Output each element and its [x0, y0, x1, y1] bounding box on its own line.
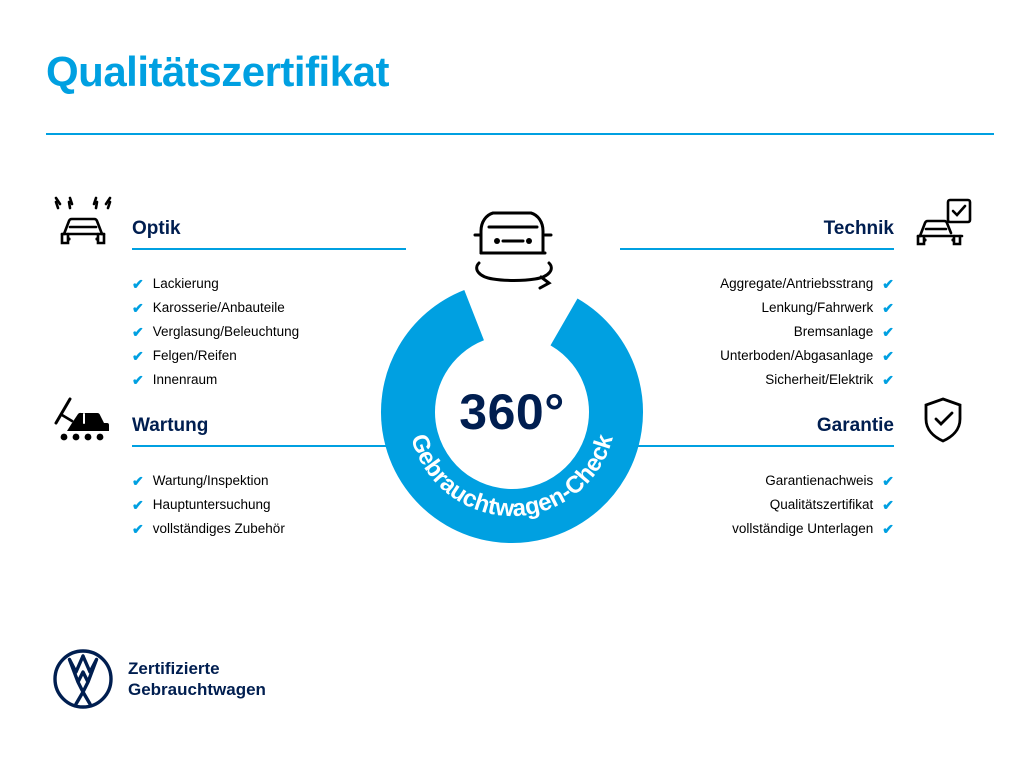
- section-technik-title: Technik: [823, 218, 894, 239]
- check-icon: ✔: [132, 348, 144, 364]
- list-item-label: Garantienachweis: [765, 473, 874, 488]
- check-icon: ✔: [882, 324, 894, 340]
- list-item: [132, 344, 406, 368]
- section-garantie-header: [620, 405, 980, 451]
- section-technik-divider: [620, 248, 894, 250]
- car-wash-icon: [50, 196, 116, 252]
- list-item-label: Hauptuntersuchung: [152, 497, 271, 512]
- list-item-label: Aggregate/Antriebsstrang: [720, 276, 874, 291]
- list-item: [132, 469, 406, 493]
- section-technik: [620, 208, 980, 392]
- section-garantie-list: [620, 469, 980, 541]
- list-item-label: Sicherheit/Elektrik: [765, 372, 874, 387]
- car-lift-icon: [50, 393, 116, 449]
- list-item-label: Qualitätszertifikat: [769, 497, 874, 512]
- list-item: [132, 272, 406, 296]
- check-icon: ✔: [882, 473, 894, 489]
- check-icon: ✔: [132, 497, 144, 513]
- list-item-label: Lackierung: [152, 276, 219, 291]
- list-item: [620, 493, 894, 517]
- car-check-icon: [910, 196, 976, 252]
- list-item-label: Innenraum: [152, 372, 218, 387]
- shield-check-icon: [910, 393, 976, 449]
- list-item: [620, 517, 894, 541]
- list-item: [620, 344, 894, 368]
- list-item: [132, 320, 406, 344]
- check-icon: ✔: [882, 276, 894, 292]
- list-item-label: Karosserie/Anbauteile: [152, 300, 285, 315]
- section-optik-list: [46, 272, 406, 392]
- list-item-label: Felgen/Reifen: [152, 348, 237, 363]
- section-technik-header: [620, 208, 980, 254]
- check-icon: ✔: [882, 300, 894, 316]
- footer-logo-block: [52, 648, 266, 710]
- section-garantie: [620, 405, 980, 541]
- section-garantie-title: Garantie: [816, 415, 894, 436]
- list-item-label: Verglasung/Beleuchtung: [152, 324, 300, 339]
- section-wartung-list: [46, 469, 406, 541]
- section-wartung-title: Wartung: [132, 415, 209, 436]
- footer-text: [128, 658, 266, 700]
- check-icon: ✔: [132, 473, 144, 489]
- check-icon: ✔: [132, 276, 144, 292]
- check-icon: ✔: [882, 497, 894, 513]
- arc-label: Gebrauchtwagen-Check: [405, 430, 619, 523]
- page-title: Qualitätszertifikat: [46, 48, 389, 95]
- list-item: [132, 493, 406, 517]
- section-garantie-divider: [620, 445, 894, 447]
- list-item: [132, 296, 406, 320]
- footer-line-2: Gebrauchtwagen: [128, 680, 266, 699]
- section-wartung-divider: [132, 445, 406, 447]
- vw-logo: [52, 648, 114, 710]
- title-divider: [46, 133, 994, 135]
- list-item: [620, 320, 894, 344]
- list-item: [620, 272, 894, 296]
- list-item-label: Unterboden/Abgasanlage: [720, 348, 874, 363]
- section-wartung-header: [46, 405, 406, 451]
- section-optik: [46, 208, 406, 392]
- list-item: [620, 368, 894, 392]
- list-item: [620, 469, 894, 493]
- list-item-label: vollständiges Zubehör: [152, 521, 285, 536]
- list-item: [132, 517, 406, 541]
- badge-value: 360°: [459, 384, 565, 440]
- check-icon: ✔: [132, 300, 144, 316]
- check-icon: ✔: [882, 372, 894, 388]
- list-item-label: Wartung/Inspektion: [152, 473, 269, 488]
- certificate-badge: [378, 278, 646, 546]
- check-icon: ✔: [882, 348, 894, 364]
- section-technik-list: [620, 272, 980, 392]
- section-wartung: [46, 405, 406, 541]
- list-item: [620, 296, 894, 320]
- check-icon: ✔: [132, 521, 144, 537]
- section-optik-header: [46, 208, 406, 254]
- check-icon: ✔: [132, 372, 144, 388]
- list-item: [132, 368, 406, 392]
- list-item-label: vollständige Unterlagen: [732, 521, 874, 536]
- footer-line-1: Zertifizierte: [128, 659, 220, 678]
- section-optik-title: Optik: [132, 218, 181, 239]
- list-item-label: Bremsanlage: [793, 324, 874, 339]
- check-icon: ✔: [882, 521, 894, 537]
- check-icon: ✔: [132, 324, 144, 340]
- list-item-label: Lenkung/Fahrwerk: [761, 300, 874, 315]
- section-optik-divider: [132, 248, 406, 250]
